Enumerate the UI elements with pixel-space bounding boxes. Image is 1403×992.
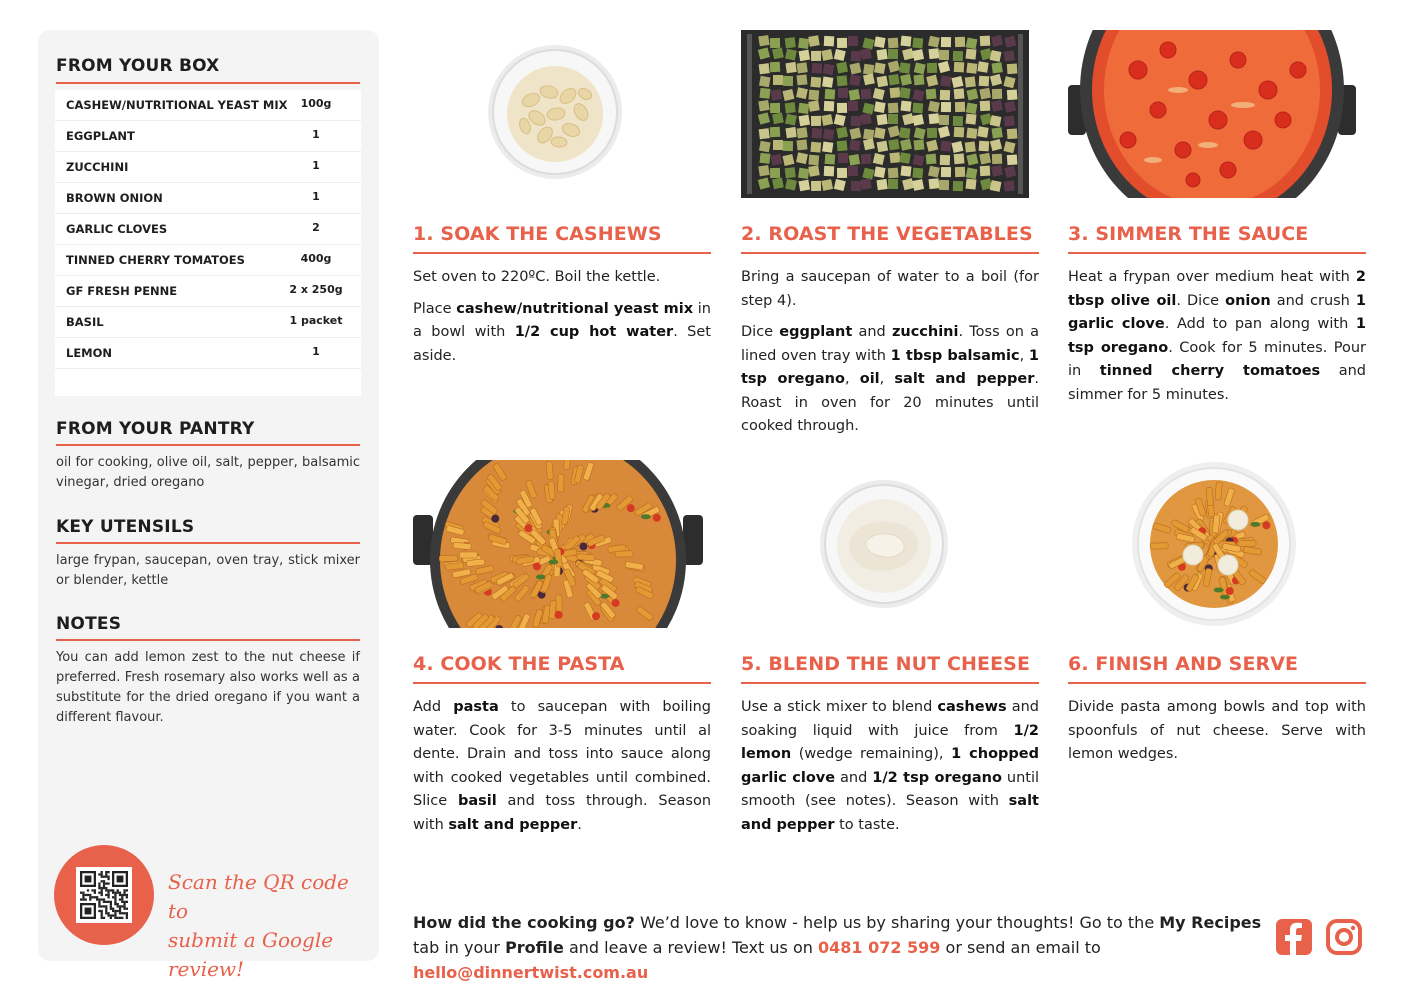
box-item-name: ZUCCHINI	[66, 160, 129, 174]
box-item-qty: 1	[312, 128, 320, 141]
step-6-title: 6. FINISH AND SERVE	[1068, 653, 1299, 675]
ingredient-highlight: pasta	[453, 699, 499, 715]
box-item-qty: 1	[312, 190, 320, 203]
ingredient-highlight: salt and pepper	[741, 793, 1039, 833]
step-3-image	[1068, 30, 1366, 198]
footer-emphasis: How did the cooking go?	[413, 913, 635, 932]
box-item-row	[55, 183, 361, 214]
phone-link[interactable]: 0481 072 599	[817, 938, 941, 957]
box-item-row	[55, 307, 361, 338]
step-paragraph: Use a stick mixer to blend cashews and soaking liquid with juice from 1/2 lemon (wedge remaining), 1 chopped garlic clove and 1/2 tsp oregano until smooth (see notes). Season with salt and pepper to taste.	[741, 699, 1040, 833]
qr-badge	[54, 845, 154, 945]
step-2-image	[741, 30, 1029, 198]
step-paragraph: Heat a frypan over medium heat with 2 tbsp olive oil. Dice onion and crush 1 garlic clove. Add to pan along with 1 tsp oregano. Cook for 5 minutes. Pour in tinned cherry tomatoes and simmer for 5 minutes.	[1068, 269, 1367, 403]
box-item-qty: 400g	[300, 252, 332, 265]
qr-caption-line2: submit a Google review!	[168, 928, 334, 981]
step-1-body	[413, 266, 711, 376]
ingredient-highlight: zucchini	[891, 324, 959, 340]
step-paragraph: Set oven to 220ºC. Boil the kettle.	[413, 269, 661, 285]
step-paragraph: Bring a saucepan of water to a boil (for step 4).	[741, 269, 1039, 309]
box-item-row	[55, 152, 361, 183]
box-item-row	[55, 276, 361, 307]
qr-caption	[168, 868, 368, 984]
ingredient-highlight: 1/2 lemon	[741, 722, 1039, 762]
step-paragraph: Dice eggplant and zucchini. Toss on a lined oven tray with 1 tbsp balsamic, 1 tsp oregano, oil, salt and pepper. Roast in oven for 20 minutes until cooked through.	[741, 324, 1040, 434]
instagram-icon[interactable]	[1325, 918, 1363, 956]
ingredient-highlight: tinned cherry tomatoes	[1099, 363, 1321, 379]
step-4-image	[413, 460, 711, 628]
step-5-body	[741, 696, 1039, 845]
box-item-name: LEMON	[66, 346, 113, 360]
box-item-qty: 1	[312, 159, 320, 172]
box-item-name: GARLIC CLOVES	[66, 222, 168, 236]
step-6-image	[1068, 460, 1366, 628]
box-item-qty: 100g	[300, 97, 332, 110]
step-6-body	[1068, 696, 1366, 775]
qr-caption-line1: Scan the QR code to	[168, 870, 349, 923]
ingredient-highlight: cashew/nutritional yeast mix	[456, 300, 694, 317]
box-item-row	[55, 214, 361, 245]
notes-text: You can add lemon zest to the nut cheese if preferred. Fresh rosemary also works well as a substitute for the dried oregano if you want a different flavour.	[56, 650, 360, 725]
step-paragraph: Place cashew/nutritional yeast mix in a bowl with 1/2 cup hot water. Set aside.	[413, 300, 711, 364]
utensils-text: large frypan, saucepan, oven tray, stick mixer or blender, kettle	[56, 553, 360, 588]
box-ingredients-table	[55, 90, 361, 396]
ingredient-highlight: cashews	[937, 699, 1007, 715]
step-paragraph: Add pasta to saucepan with boiling water. Cook for 3-5 minutes until al dente. Drain and toss into sauce along with cooked vegetables until combined. Slice basil and toss through. Season with salt and pepper.	[413, 699, 712, 833]
box-item-row	[55, 90, 361, 121]
step-6-rule	[1068, 682, 1366, 684]
ingredient-highlight: 2 tbsp olive oil	[1068, 269, 1366, 309]
ingredient-highlight: 1/2 cup hot water	[514, 324, 674, 340]
ingredient-highlight: 1 tsp oregano	[1068, 316, 1366, 356]
box-item-name: GF FRESH PENNE	[66, 284, 178, 298]
step-5-rule	[741, 682, 1039, 684]
utensils-title-rule	[56, 542, 360, 544]
step-2-title: 2. ROAST THE VEGETABLES	[741, 223, 1033, 245]
pantry-title-rule	[56, 444, 360, 446]
step-2-body	[741, 266, 1039, 447]
pantry-text: oil for cooking, olive oil, salt, pepper, balsamic vinegar, dried oregano	[56, 455, 360, 490]
ingredient-highlight: 1 garlic clove	[1068, 292, 1366, 332]
ingredient-highlight: 1 chopped garlic clove	[741, 746, 1039, 786]
box-item-row	[55, 338, 361, 369]
step-5-image	[741, 460, 1039, 628]
step-4-title: 4. COOK THE PASTA	[413, 653, 625, 675]
step-paragraph: Divide pasta among bowls and top with spoonfuls of nut cheese. Serve with lemon wedges.	[1068, 699, 1366, 762]
step-4-body	[413, 696, 711, 845]
box-item-qty: 1	[312, 345, 320, 358]
box-item-qty: 1 packet	[289, 314, 343, 327]
box-item-qty: 2 x 250g	[289, 283, 343, 296]
box-item-name: BROWN ONION	[66, 191, 163, 205]
ingredient-highlight: onion	[1225, 292, 1271, 309]
ingredient-highlight: eggplant	[779, 324, 853, 340]
notes-title-rule	[56, 639, 360, 641]
ingredient-highlight: salt and pepper	[894, 371, 1035, 387]
ingredient-highlight: 1/2 tsp oregano	[872, 769, 1002, 786]
step-1-rule	[413, 252, 711, 254]
box-item-name: TINNED CHERRY TOMATOES	[66, 253, 245, 267]
footer-emphasis: Profile	[505, 938, 564, 957]
ingredient-highlight: basil	[457, 793, 497, 809]
box-item-row	[55, 245, 361, 276]
step-2-rule	[741, 252, 1039, 254]
notes-title: NOTES	[56, 614, 122, 634]
ingredient-highlight: 1 tbsp balsamic	[890, 347, 1020, 364]
box-item-qty: 2	[312, 221, 320, 234]
ingredient-highlight: oil	[859, 371, 880, 387]
review-footer: How did the cooking go? We’d love to know - help us by sharing your thoughts! Go to the My Recipes tab in your Profile and leave a review! Text us on 0481 072 599 or send an email to hello@dinnertwist.com.au	[413, 913, 1262, 982]
step-1-title: 1. SOAK THE CASHEWS	[413, 223, 662, 245]
step-3-title: 3. SIMMER THE SAUCE	[1068, 223, 1309, 245]
box-title: FROM YOUR BOX	[56, 56, 220, 76]
ingredient-highlight: salt and pepper	[448, 816, 578, 833]
box-item-row	[55, 121, 361, 152]
ingredient-highlight: 1 tsp oregano	[741, 347, 1040, 387]
step-1-image	[413, 30, 711, 198]
email-link[interactable]: hello@dinnertwist.com.au	[413, 963, 649, 982]
qr-code-icon	[80, 871, 128, 919]
step-3-body	[1068, 266, 1366, 415]
pantry-title: FROM YOUR PANTRY	[56, 419, 255, 439]
ingredients-sidebar	[38, 30, 379, 981]
box-item-name: EGGPLANT	[66, 129, 135, 143]
step-4-rule	[413, 682, 711, 684]
step-5-title: 5. BLEND THE NUT CHEESE	[741, 653, 1031, 675]
qr-code[interactable]	[76, 867, 132, 923]
box-title-rule	[56, 82, 360, 84]
utensils-title: KEY UTENSILS	[56, 517, 195, 537]
step-3-rule	[1068, 252, 1366, 254]
box-item-name: BASIL	[66, 315, 104, 329]
facebook-icon[interactable]	[1275, 918, 1313, 956]
box-item-name: CASHEW/NUTRITIONAL YEAST MIX	[66, 98, 288, 112]
footer-emphasis: My Recipes	[1159, 913, 1262, 932]
